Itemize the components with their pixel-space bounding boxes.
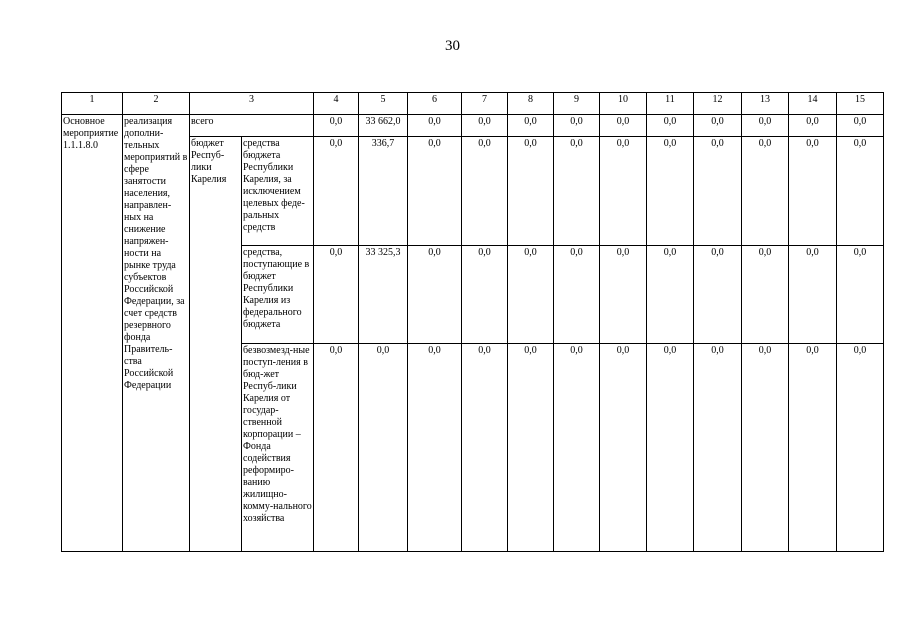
value-cell: 0,0 — [314, 246, 359, 344]
value-cell: 0,0 — [314, 137, 359, 246]
value-cell: 0,0 — [462, 246, 508, 344]
value-cell: 0,0 — [462, 344, 508, 552]
value-cell: 33 325,3 — [359, 246, 408, 344]
value-cell: 0,0 — [408, 137, 462, 246]
value-cell: 0,0 — [742, 246, 789, 344]
value-cell: 0,0 — [554, 246, 600, 344]
value-cell: 0,0 — [359, 344, 408, 552]
value-cell: 33 662,0 — [359, 115, 408, 137]
header-cell: 8 — [508, 93, 554, 115]
value-cell: 0,0 — [742, 137, 789, 246]
value-cell: 0,0 — [508, 246, 554, 344]
value-cell: 0,0 — [462, 137, 508, 246]
value-cell: 0,0 — [789, 344, 837, 552]
value-cell: 0,0 — [600, 137, 647, 246]
financing-table — [61, 92, 884, 552]
budget-source-cell: бюджет Респуб-лики Карелия — [190, 137, 242, 552]
value-cell: 0,0 — [408, 115, 462, 137]
header-cell: 1 — [62, 93, 123, 115]
header-cell: 5 — [359, 93, 408, 115]
header-cell: 13 — [742, 93, 789, 115]
value-cell: 0,0 — [408, 344, 462, 552]
value-cell: 0,0 — [554, 137, 600, 246]
value-cell: 0,0 — [837, 246, 884, 344]
value-cell: 0,0 — [314, 115, 359, 137]
table-row-total — [62, 115, 884, 137]
value-cell: 0,0 — [600, 344, 647, 552]
header-cell: 10 — [600, 93, 647, 115]
value-cell: 0,0 — [408, 246, 462, 344]
activity-description-cell: реализация дополни-тельных мероприятий в сфере занятости населения, направлен-ных на снижение напряжен-ности на рынке труда субъектов Российской Федерации, за счет средств резервного фонда Правитель-ства Российской Федерации — [123, 115, 190, 552]
value-cell: 0,0 — [647, 137, 694, 246]
value-cell: 0,0 — [600, 115, 647, 137]
total-label-cell: всего — [190, 115, 314, 137]
header-cell: 4 — [314, 93, 359, 115]
header-cell: 6 — [408, 93, 462, 115]
value-cell: 0,0 — [554, 115, 600, 137]
value-cell: 0,0 — [508, 137, 554, 246]
value-cell: 0,0 — [554, 344, 600, 552]
header-cell: 12 — [694, 93, 742, 115]
value-cell: 0,0 — [789, 115, 837, 137]
funding-type-cell: средства, поступающие в бюджет Республики Карелия из федерального бюджета — [242, 246, 314, 344]
header-row — [62, 93, 884, 115]
header-cell: 7 — [462, 93, 508, 115]
value-cell: 0,0 — [508, 344, 554, 552]
value-cell: 0,0 — [647, 115, 694, 137]
value-cell: 0,0 — [694, 344, 742, 552]
header-cell: 2 — [123, 93, 190, 115]
value-cell: 0,0 — [837, 344, 884, 552]
value-cell: 0,0 — [837, 137, 884, 246]
value-cell: 0,0 — [647, 246, 694, 344]
header-cell: 15 — [837, 93, 884, 115]
value-cell: 0,0 — [314, 344, 359, 552]
value-cell: 0,0 — [647, 344, 694, 552]
value-cell: 0,0 — [508, 115, 554, 137]
value-cell: 0,0 — [837, 115, 884, 137]
value-cell: 0,0 — [742, 344, 789, 552]
value-cell: 0,0 — [694, 137, 742, 246]
value-cell: 0,0 — [600, 246, 647, 344]
value-cell: 336,7 — [359, 137, 408, 246]
header-cell: 9 — [554, 93, 600, 115]
value-cell: 0,0 — [789, 246, 837, 344]
value-cell: 0,0 — [694, 246, 742, 344]
value-cell: 0,0 — [742, 115, 789, 137]
activity-code-cell: Основное мероприятие 1.1.1.8.0 — [62, 115, 123, 552]
value-cell: 0,0 — [462, 115, 508, 137]
header-cell: 3 — [190, 93, 314, 115]
header-cell: 11 — [647, 93, 694, 115]
page-number: 30 — [445, 38, 460, 54]
funding-type-cell: средства бюджета Республики Карелия, за исключением целевых феде-ральных средств — [242, 137, 314, 246]
funding-type-cell: безвозмезд-ные поступ-ления в бюд-жет Респуб-лики Карелия от государ-ственной корпорации – Фонда содействия реформиро-ванию жилищно-комму-нального хозяйства — [242, 344, 314, 552]
value-cell: 0,0 — [694, 115, 742, 137]
value-cell: 0,0 — [789, 137, 837, 246]
header-cell: 14 — [789, 93, 837, 115]
